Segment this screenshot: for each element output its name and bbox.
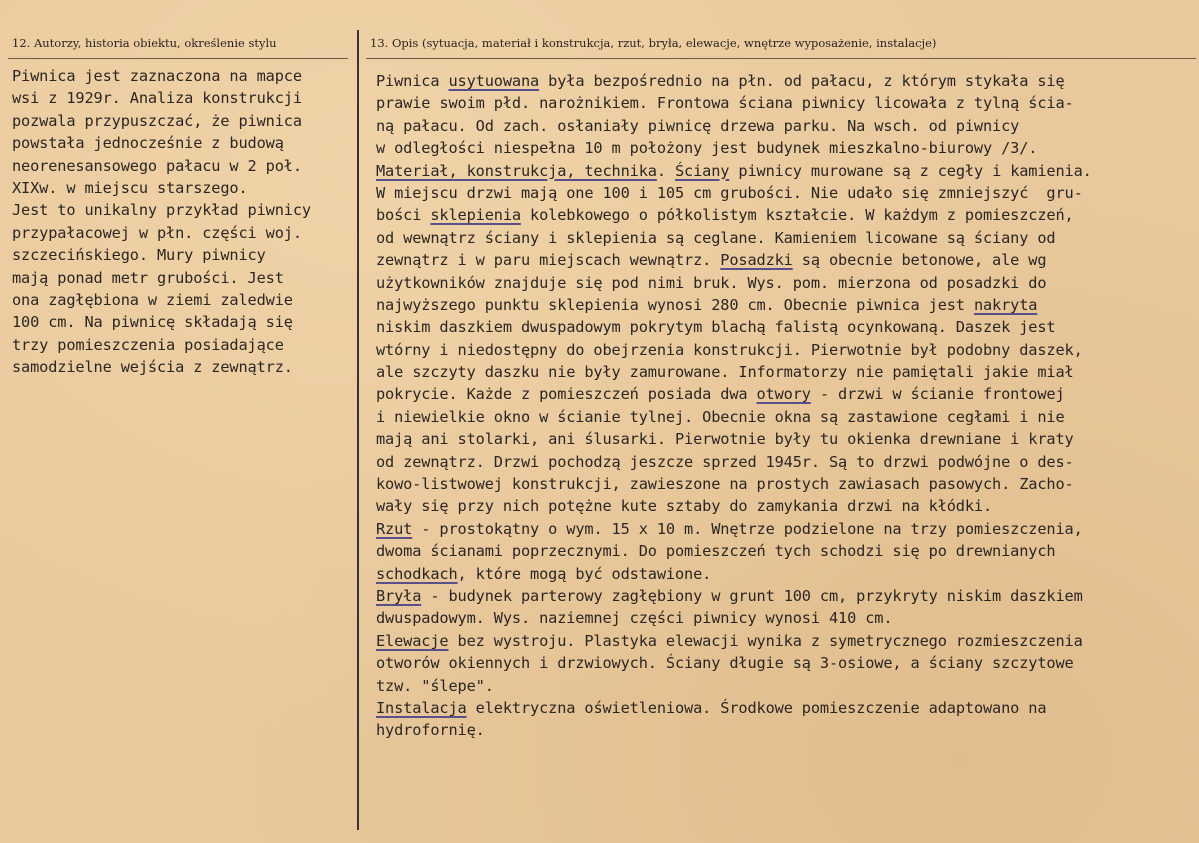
description-text-line xyxy=(376,428,1176,450)
history-text-line: Piwnica jest zaznaczona na mapce xyxy=(12,67,302,85)
text-segment: kowo-listwowej konstrukcji, zawieszone na prostych zawiasach pasowych. Zacho- xyxy=(376,475,1074,494)
text-segment: , które mogą być odstawione. xyxy=(457,564,712,583)
history-text-line: neorenesansowego pałacu w 2 poł. xyxy=(12,156,302,175)
section-12-header: 12. Autorzy, historia obiektu, określenie stylu xyxy=(12,36,277,50)
text-segment: ale szczyty daszku nie były zamurowane. Informatorzy nie pamiętali jakie miał xyxy=(376,363,1074,382)
text-segment: najwyższego punktu sklepienia wynosi 280 cm. Obecnie piwnica jest xyxy=(376,295,974,314)
description-text-line xyxy=(376,204,1176,226)
text-segment: - budynek parterowy zagłębiony w grunt 100 cm, przykryty niskim daszkiem xyxy=(421,586,1083,605)
text-segment: hydrofornię. xyxy=(376,721,485,740)
text-segment: otworów okiennych i drzwiowych. Ściany długie są 3-osiowe, a ściany szczytowe xyxy=(376,654,1074,673)
description-text-line xyxy=(376,160,1176,182)
description-text-line xyxy=(376,115,1176,137)
text-segment: pokrycie. Każde z pomieszczeń posiada dwa xyxy=(376,385,757,404)
description-text-line xyxy=(376,563,1176,585)
underlined-term: Bryła xyxy=(376,586,422,605)
description-text-line xyxy=(376,70,1176,92)
underlined-term: Elewacje xyxy=(376,631,449,650)
history-text-line: wsi z 1929r. Analiza konstrukcji xyxy=(12,89,302,108)
text-segment: ną pałacu. Od zach. osłaniały piwnicę drzewa parku. Na wsch. od piwnicy xyxy=(376,116,1020,135)
underlined-term: Materiał, konstrukcja, technika xyxy=(376,161,657,180)
column-divider xyxy=(357,30,359,830)
text-segment: wały się przy nich potężne kute sztaby do zamykania drzwi na kłódki. xyxy=(376,497,993,516)
history-text-line: 100 cm. Na piwnicę składają się xyxy=(12,313,293,332)
text-segment: była bezpośrednio na płn. od pałacu, z którym stykała się xyxy=(539,72,1065,90)
history-text-line: powstała jednocześnie z budową xyxy=(12,134,284,153)
description-text-line xyxy=(376,540,1176,562)
text-segment: - drzwi w ścianie frontowej xyxy=(810,385,1065,404)
description-text-line xyxy=(376,249,1176,271)
description-text-line xyxy=(376,272,1176,294)
description-text-line xyxy=(376,630,1176,652)
description-text-line xyxy=(376,92,1176,114)
text-segment: dwoma ścianami poprzecznymi. Do pomieszczeń tych schodzi się po drewnianych xyxy=(376,542,1056,561)
underlined-term: nakryta xyxy=(973,295,1038,314)
header-rule-left xyxy=(8,58,348,59)
underlined-term: Posadzki xyxy=(720,251,793,270)
history-text-line: mają ponad metr grubości. Jest xyxy=(12,268,284,287)
description-text-line xyxy=(376,473,1176,495)
history-text-line: pozwala przypuszczać, że piwnica xyxy=(12,111,302,130)
text-segment: dwuspadowym. Wys. naziemnej części piwnicy wynosi 410 cm. xyxy=(376,609,893,628)
text-segment: mają ani stolarki, ani ślusarki. Pierwotnie były tu okienka drewniane i kraty xyxy=(376,430,1074,449)
text-segment: kolebkowego o półkolistym kształcie. W każdym z pomieszczeń, xyxy=(520,206,1074,225)
header-rule-right xyxy=(366,58,1196,59)
history-text-column xyxy=(12,65,350,378)
description-text-line xyxy=(376,585,1176,607)
text-segment: zewnątrz i w paru miejscach wewnątrz. xyxy=(376,251,721,270)
text-segment: elektryczna oświetleniowa. Środkowe pomieszczenie adaptowano na xyxy=(466,698,1047,717)
text-segment: od wewnątrz ściany i sklepienia są ceglane. Kamieniem licowane są ściany od xyxy=(376,228,1056,247)
underlined-term: otwory xyxy=(756,385,811,404)
text-segment: niskim daszkiem dwuspadowym pokrytym blachą falistą ocynkowaną. Daszek jest xyxy=(376,318,1056,337)
history-text-line: szczecińskiego. Mury piwnicy xyxy=(12,246,266,265)
text-segment: piwnicy murowane są z cegły i kamienia. xyxy=(729,161,1092,180)
text-segment: bez wystroju. Plastyka elewacji wynika z symetrycznego rozmieszczenia xyxy=(448,631,1083,650)
description-text-line xyxy=(376,675,1176,697)
text-segment: wtórny i niedostępny do obejrzenia konstrukcji. Pierwotnie był podobny daszek, xyxy=(376,340,1083,359)
text-segment: W miejscu drzwi mają one 100 i 105 cm grubości. Nie udało się zmniejszyć gru- xyxy=(376,183,1083,202)
underlined-term: usytuowana xyxy=(448,72,540,90)
text-segment: Piwnica xyxy=(376,72,449,90)
history-text-line: ona zagłębiona w ziemi zaledwie xyxy=(12,290,293,309)
underlined-term: Instalacja xyxy=(376,698,467,717)
description-text-line xyxy=(376,339,1176,361)
underlined-term: Ściany xyxy=(674,161,730,180)
description-text-line xyxy=(376,451,1176,473)
text-segment: w odległości niespełna 10 m położony jest budynek mieszkalno-biurowy /3/. xyxy=(376,139,1038,158)
description-text-line xyxy=(376,697,1176,719)
description-text-line xyxy=(376,383,1176,405)
description-text-line xyxy=(376,495,1176,517)
description-text-line xyxy=(376,294,1176,316)
text-segment: prawie swoim płd. narożnikiem. Frontowa ściana piwnicy licowała z tylną ścia- xyxy=(376,94,1074,113)
underlined-term: Rzut xyxy=(376,519,413,538)
underlined-term: schodkach xyxy=(376,564,458,583)
text-segment: bości xyxy=(376,206,431,225)
section-13-header: 13. Opis (sytuacja, materiał i konstrukcja, rzut, bryła, elewacje, wnętrze wyposażenie, instalacje) xyxy=(370,36,937,50)
history-text-line: przypałacowej w płn. części woj. xyxy=(12,223,302,242)
description-text-line xyxy=(376,406,1176,428)
history-text-line: XIXw. w miejscu starszego. xyxy=(12,178,248,197)
description-text-line xyxy=(376,607,1176,629)
text-segment: i niewielkie okno w ścianie tylnej. Obecnie okna są zastawione cegłami i nie xyxy=(376,407,1065,426)
text-segment: . xyxy=(656,161,675,180)
text-segment: są obecnie betonowe, ale wg xyxy=(792,251,1047,270)
description-text-line xyxy=(376,652,1176,674)
description-text-line xyxy=(376,316,1176,338)
underlined-term: sklepienia xyxy=(430,206,521,225)
description-text-line xyxy=(376,182,1176,204)
description-text-line xyxy=(376,227,1176,249)
description-text-line xyxy=(376,361,1176,383)
history-text-line: Jest to unikalny przykład piwnicy xyxy=(12,201,311,220)
history-text-line: trzy pomieszczenia posiadające xyxy=(12,335,284,354)
text-segment: użytkowników znajduje się pod nimi bruk. Wys. pom. mierzona od posadzki do xyxy=(376,273,1047,292)
text-segment: - prostokątny o wym. 15 x 10 m. Wnętrze podzielone na trzy pomieszczenia, xyxy=(412,519,1083,538)
text-segment: od zewnątrz. Drzwi pochodzą jeszcze sprzed 1945r. Są to drzwi podwójne o des- xyxy=(376,452,1074,471)
description-text-column xyxy=(376,70,1176,742)
history-text-line: samodzielne wejścia z zewnątrz. xyxy=(12,358,293,377)
description-text-line xyxy=(376,518,1176,540)
description-text-line xyxy=(376,137,1176,159)
description-text-line xyxy=(376,719,1176,741)
text-segment: tzw. "ślepe". xyxy=(376,676,494,695)
